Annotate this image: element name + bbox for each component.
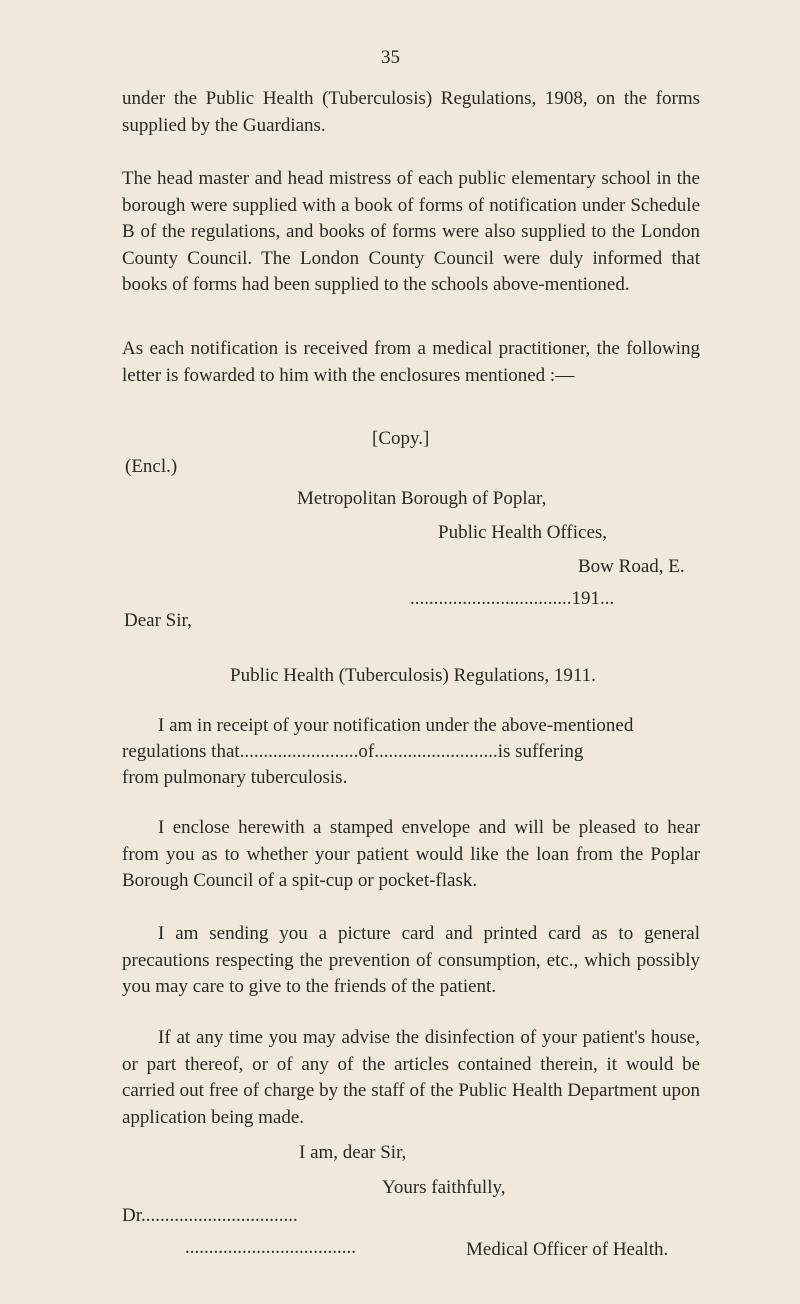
letter-subject: Public Health (Tuberculosis) Regulations, 1911. [230,665,596,686]
intro-paragraph-1-text: under the Public Health (Tuberculosis) Regulations, 1908, on the forms supplied by the Guardians. [122,88,700,136]
letter-body-2 [122,815,700,895]
page-number: 35 [381,47,400,68]
letter-body-1-line-2: regulations that.........................of..........................is suffering [122,741,584,762]
intro-paragraph-2 [122,166,700,299]
intro-paragraph-3 [122,336,700,389]
letter-body-4 [122,1025,700,1131]
letter-body-4-text: If at any time you may advise the disinfection of your patient's house, or part thereof, or of any of the articles contained therein, it would be carried out free of charge by the staff of the Public Health Department upon application being made. [122,1027,700,1128]
date-line: ..................................191... [410,588,615,609]
enclosure-label: (Encl.) [125,456,178,477]
letter-body-1-line-1: I am in receipt of your notification under the above-mentioned [158,715,634,736]
signature-title: Medical Officer of Health. [466,1239,669,1260]
intro-paragraph-3-text: As each notification is received from a medical practitioner, the following letter is fowarded to him with the enclosures mentioned :— [122,338,700,386]
letter-body-2-text: I enclose herewith a stamped envelope and will be pleased to hear from you as to whether your patient would like the loan from the Poplar Borough Council of a spit-cup or pocket-flask. [122,817,700,891]
letter-body-3-text: I am sending you a picture card and printed card as to general precautions respecting the prevention of consumption, etc., which possibly you may care to give to the friends of the patient. [122,923,700,997]
letter-body-1-line-3: from pulmonary tuberculosis. [122,767,348,788]
closing-line-2: Yours faithfully, [382,1177,506,1198]
address-line-1: Metropolitan Borough of Poplar, [297,488,547,509]
address-line-2: Public Health Offices, [438,522,608,543]
intro-paragraph-2-text: The head master and head mistress of each public elementary school in the borough were supplied with a book of forms of notification under Schedule B of the regulations, and books of forms were also supplied to the London County Council. The London County Council were duly informed that books of forms had been supplied to the schools above-mentioned. [122,168,700,295]
address-line-3: Bow Road, E. [578,556,685,577]
letter-body-3 [122,921,700,1001]
intro-paragraph-1 [122,86,700,139]
closing-line-1: I am, dear Sir, [299,1142,407,1163]
doctor-name-line: Dr................................. [122,1205,298,1226]
salutation: Dear Sir, [124,610,192,631]
copy-label: [Copy.] [372,428,430,449]
signature-dots: .................................... [185,1237,356,1258]
